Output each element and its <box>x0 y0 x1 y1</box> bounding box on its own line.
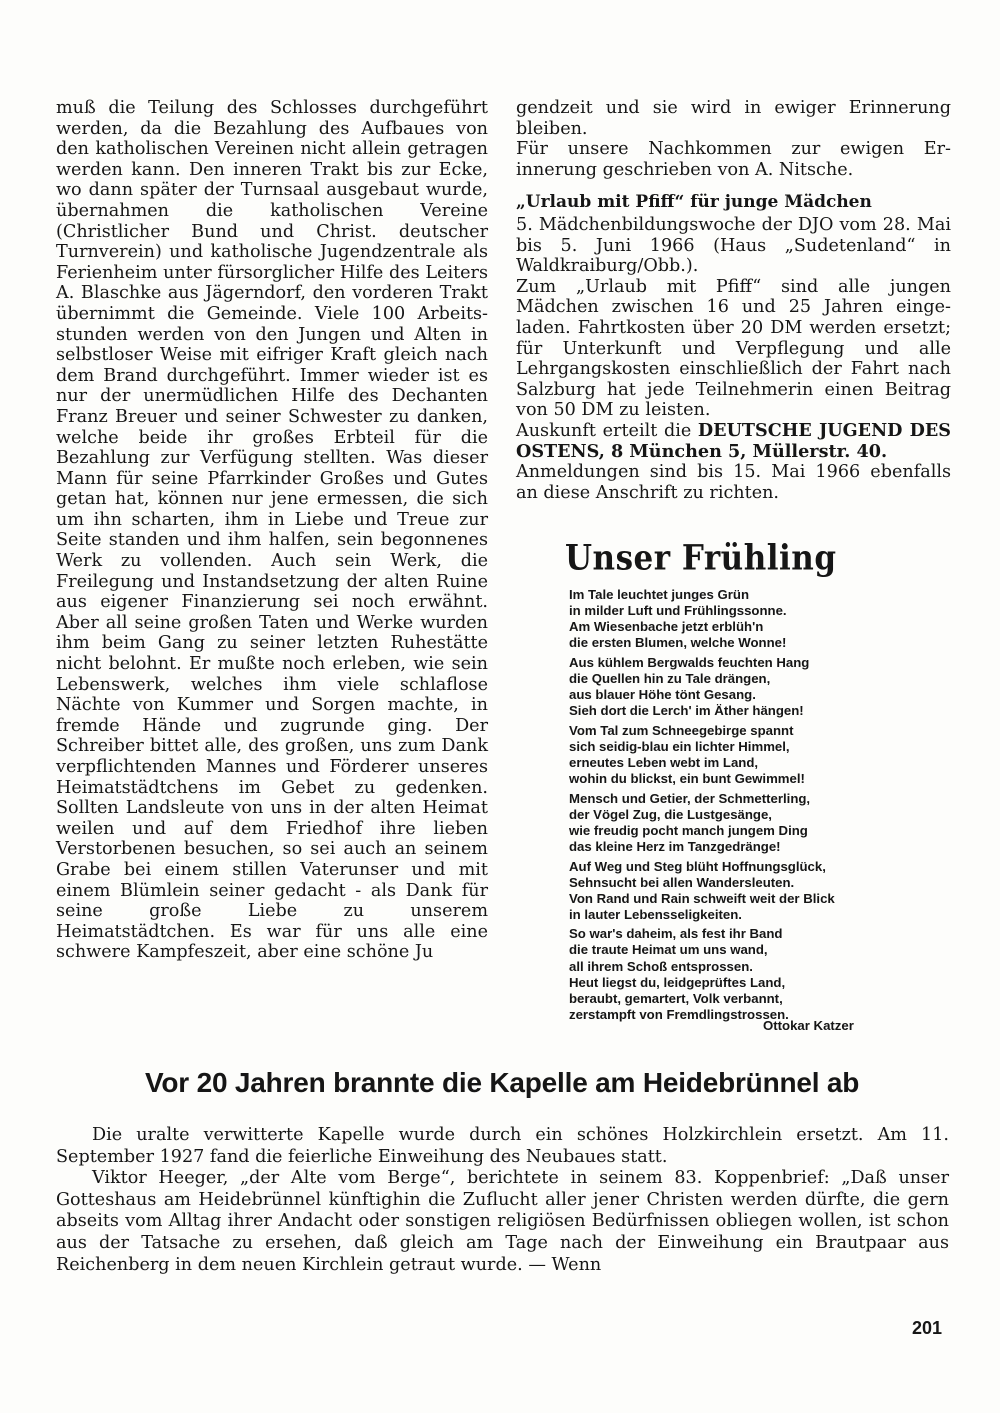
poem-line: in milder Luft und Frühlingssonne. <box>569 603 787 619</box>
poem-line: Vom Tal zum Schneegebirge spannt <box>569 722 794 738</box>
poem-line: Sehnsucht bei allen Wandersleuten. <box>569 874 795 890</box>
page-number: 201 <box>912 1318 943 1338</box>
notice-address: DEUTSCHE JUGEND DES OSTENS, 8 München 5, Müllerstr. 40. <box>516 419 951 462</box>
notice-paragraph-3 <box>516 421 951 462</box>
poem-line: wie freudig pocht manch jungem Ding <box>569 822 808 838</box>
notice-paragraph-1: 5. Mädchenbildungswoche der DJO vom 28. Mai bis 5. Juni 1966 (Haus „Sudetenland“ in Waldkraiburg/Obb.). <box>516 214 951 277</box>
poem-author: Ottokar Katzer <box>763 1018 854 1033</box>
continuation-text: gendzeit und sie wird in ewiger Erinnerung bleiben. <box>516 98 951 139</box>
poem-stanza <box>569 859 899 923</box>
poem-line: wohin du blickst, ein bunt Gewimmel! <box>569 771 805 787</box>
poem-line: Aus kühlem Bergwalds feuchten Hang <box>569 654 810 670</box>
poem-line: das kleine Herz im Tanzgedränge! <box>569 838 781 854</box>
poem-stanza <box>569 723 899 787</box>
poem-line: Heut liegst du, leidgeprüftes Land, <box>569 974 786 990</box>
poem-line: Sieh dort die Lerch' im Äther hängen! <box>569 703 804 719</box>
poem-line: erneutes Leben webt im Land, <box>569 754 759 770</box>
right-column <box>516 98 951 503</box>
poem-stanza <box>569 655 899 719</box>
poem-line: all ihrem Schoß entsprossen. <box>569 958 753 974</box>
poem-line: aus blauer Höhe tönt Gesang. <box>569 687 756 703</box>
poem-line: Am Wiesenbache jetzt erblüh'n <box>569 619 764 635</box>
left-column-text: muß die Teilung des Schlosses durchgeführt werden, da die Bezahlung des Aufbaues von den katholischen Vereinen nicht allein getragen werden kann. Den inneren Trakt bis zur Ecke, wo dann später der Turnsaal ausgebaut wurde, übernahmen die katholischen Vereine (Christlicher Bund und Christ. deutscher Turnverein) und katholische Jugendzentrale als Ferienheim unter fürsorglicher Hilfe des Leiters A. Blaschke aus Jägerndorf, den vorderen Trakt übernimmt die Gemeinde. Viele 100 Arbeitsstunden werden von den Jungen und Alten in selbstloser Weise mit eifriger Kraft gleich nach dem Brand durchgeführt. Immer wieder ist es nur der unermüdlichen Hilfe des Dechanten Franz Breuer und seiner Schwester zu danken, welche beide ihr großes Erbteil für die Bezahlung zur Verfügung stellten. Was dieser Mann für seine Pfarrkinder Großes und Gutes getan hat, können nur jene ermessen, die sich um ihn scharten, ihm in Liebe und Treue zur Seite standen und ihm halfen, sein begonnenes Werk zu vollenden. Auch sein Werk, die Freilegung und Instandsetzung der alten Ruine aus eigener Finanzierung sei noch erwähnt. Aber all seine großen Taten und Werke wurden ihm beim Gang zu seiner letzten Ruhestätte nicht belohnt. Er mußte noch erleben, wie sein Lebenswerk, welches ihm viele schlaflose Nächte von Kummer und Sorgen machte, in fremde Hände und zugrunde ging. Der Schreiber bittet alle, des großen, uns zum Dank verpflichtenden Mannes und Förderer unseres Heimatstädtchens im Gebet zu gedenken. Sollten Landsleute von uns in der alten Heimat weilen und auf dem Friedhof ihre lieben Verstorbenen besuchen, so sei auch an seinem Grabe bei einem stillen Vaterunser und mit einem Blümlein seiner gedacht - als Dank für seine große Liebe zu unserem Heimatstädtchen. Es war für uns alle eine schwere Kampfeszeit, aber eine schöne Ju <box>56 98 488 963</box>
article-body <box>56 1125 949 1276</box>
poem-line: die ersten Blumen, welche Wonne! <box>569 635 787 651</box>
poem-line: So war's daheim, als fest ihr Band <box>569 926 783 942</box>
notice-title: „Urlaub mit Pfiff“ für junge Mädchen <box>516 192 872 213</box>
poem-line: beraubt, gemartert, Volk verbannt, <box>569 990 783 1006</box>
left-column <box>56 98 488 963</box>
poem-line: die Quellen hin zu Tale drängen, <box>569 670 771 686</box>
dedication-text: Für unsere Nachkommen zur ewigen Erinnerung geschrieben von A. Nitsche. <box>516 139 951 180</box>
poem-body <box>569 587 899 1026</box>
notice-p3-lead: Auskunft erteilt die <box>516 420 698 441</box>
poem-stanza <box>569 791 899 855</box>
poem-line: zerstampft von Fremdlingstrossen. <box>569 1006 789 1022</box>
poem-title: Unser Frühling <box>565 538 837 579</box>
poem-stanza <box>569 926 899 1023</box>
poem-line: Mensch und Getier, der Schmetterling, <box>569 790 811 806</box>
poem-line: sich seidig-blau ein lichter Himmel, <box>569 738 790 754</box>
notice-paragraph-2: Zum „Urlaub mit Pfiff“ sind alle jungen Mädchen zwischen 16 und 25 Jahren eingeladen. Fahrtkosten über 20 DM werden ersetzt; für Unterkunft und Verpflegung und alle Lehrgangskosten einschließlich der Fahrt nach Salzburg hat jede Teilnehmerin einen Beitrag von 50 DM zu leisten. <box>516 276 951 421</box>
poem-line: Im Tale leuchtet junges Grün <box>569 587 750 602</box>
poem-line: Von Rand und Rain schweift weit der Blick <box>569 890 835 906</box>
notice-paragraph-4: Anmeldungen sind bis 15. Mai 1966 ebenfalls an diese Anschrift zu richten. <box>516 462 951 503</box>
article-paragraph-1: Die uralte verwitterte Kapelle wurde durch ein schönes Holzkirchlein ersetzt. Am 11. September 1927 fand die feierliche Einweihung des Neubaues statt. <box>56 1125 949 1167</box>
article-headline: Vor 20 Jahren brannte die Kapelle am Heidebrünnel ab <box>145 1067 860 1098</box>
poem-stanza <box>569 587 899 651</box>
poem-line: in lauter Lebensseligkeiten. <box>569 906 742 922</box>
article-paragraph-2: Viktor Heeger, „der Alte vom Berge“, berichtete in seinem 83. Koppenbrief: „Daß unser Gotteshaus am Heidebrünnel künftighin die Zuflucht aller jener Christen werden dürfte, die gern abseits vom Alltag ihrer Andacht oder sonstigen religiösen Bedürfnissen obliegen wollen, ist schon aus der Tatsache zu ersehen, daß gleich am Tage nach der Einweihung ein Brautpaar aus Reichenberg in dem neuen Kirchlein getraut wurde. — Wenn <box>56 1168 949 1275</box>
poem-line: Auf Weg und Steg blüht Hoffnungsglück, <box>569 858 826 874</box>
poem-line: der Vögel Zug, die Lustgesänge, <box>569 806 772 822</box>
poem-line: die traute Heimat um uns wand, <box>569 942 768 958</box>
